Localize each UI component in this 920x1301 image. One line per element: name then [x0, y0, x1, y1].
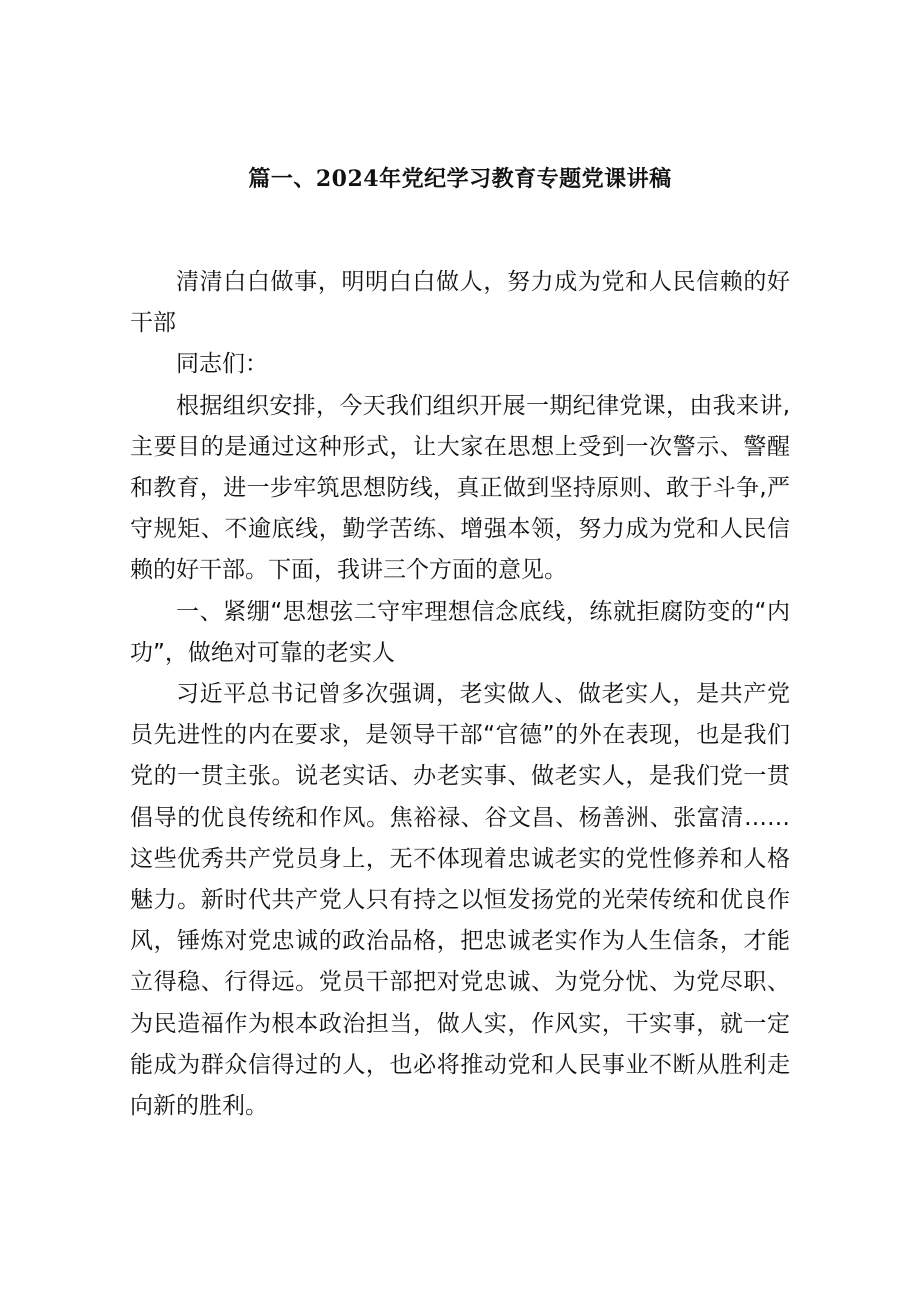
section-heading-paragraph: 一、紧绷“思想弦二守牢理想信念底线，练就拒腐防变的“内功”，做绝对可靠的老实人 — [130, 598, 790, 666]
salutation-paragraph: 同志们： — [176, 351, 268, 378]
body-paragraph: 习近平总书记曾多次强调，老实做人、做老实人，是共产党员先进性的内在要求，是领导干部“官德”的外在表现，也是我们党的一贯主张。说老实话、办老实事、做老实人，是我们党一贯倡导的优良传统和作风。焦裕禄、谷文昌、杨善洲、张富清……这些优秀共产党员身上，无不体现着忠诚老实的党性修养和人格魅力。新时代共产党人只有持之以恒发扬党的光荣传统和优良作风，锤炼对党忠诚的政治品格，把忠诚老实作为人生信条，才能立得稳、行得远。党员干部把对党忠诚、为党分忧、为党尽职、为民造福作为根本政治担当，做人实，作风实，干实事，就一定能成为群众信得过的人，也必将推动党和人民事业不断从胜利走向新的胜利。 — [130, 681, 790, 1120]
intro-paragraph: 根据组织安排，今天我们组织开展一期纪律党课，由我来讲,主要目的是通过这种形式，让大家在思想上受到一次警示、警醒和教育，进一步牢筑思想防线，真正做到坚持原则、敢于斗争,严守规矩、不逾底线，勤学苦练、增强本领，努力成为党和人民信赖的好干部。下面，我讲三个方面的意见。 — [130, 392, 790, 584]
document-title: 篇一、2024年党纪学习教育专题党课讲稿 — [248, 166, 672, 192]
subtitle-paragraph: 清清白白做事，明明白白做人，努力成为党和人民信赖的好干部 — [130, 269, 790, 337]
document-body — [130, 262, 790, 1127]
